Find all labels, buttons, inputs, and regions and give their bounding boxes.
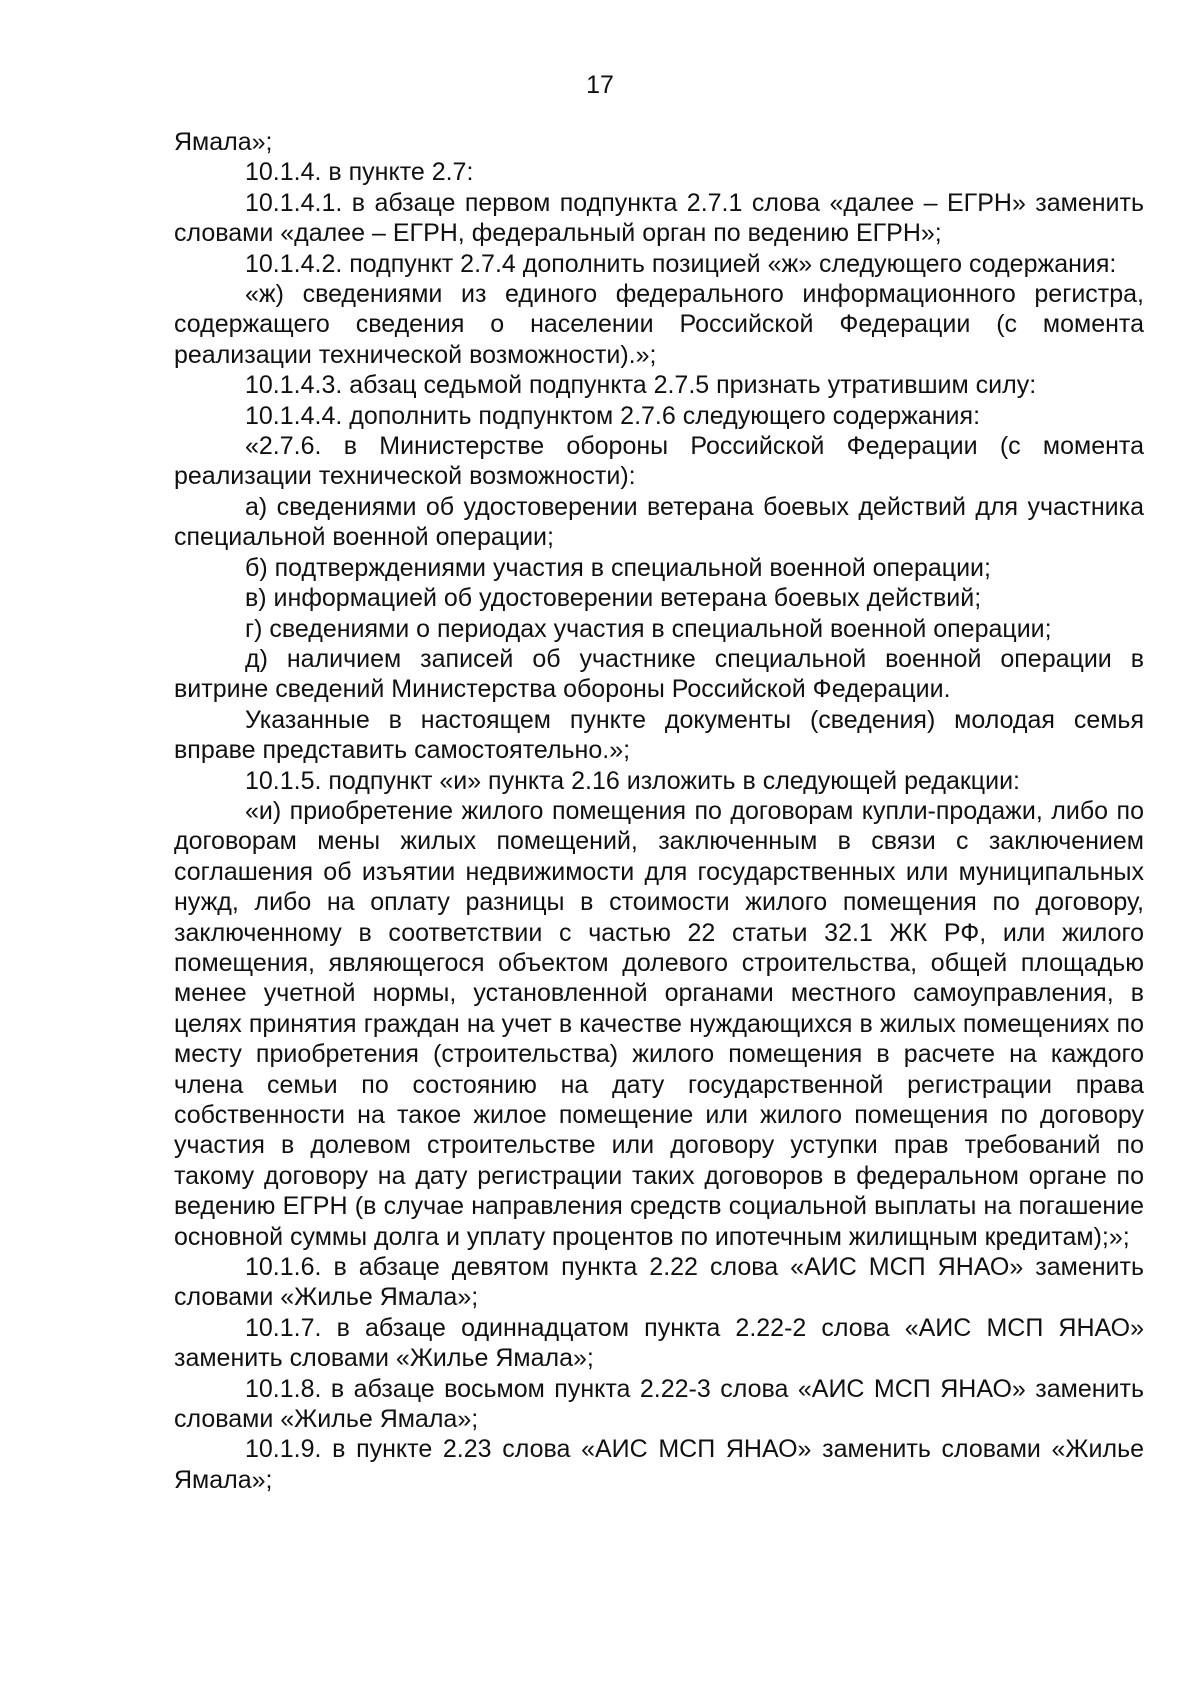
paragraph: в) информацией об удостоверении ветерана боевых действий; [245, 584, 982, 613]
paragraph: а) сведениями об удостоверении ветерана боевых действий для участника специальной военной операции; [174, 492, 1144, 552]
paragraph: 10.1.4.2. подпункт 2.7.4 дополнить позицией «ж» следующего содержания: [245, 249, 1117, 278]
paragraph: 10.1.7. в абзаце одиннадцатом пункта 2.22-2 слова «АИС МСП ЯНАО» заменить словами «Жилье Ямала»; [174, 1313, 1144, 1373]
paragraph: 10.1.8. в абзаце восьмом пункта 2.22-3 слова «АИС МСП ЯНАО» заменить словами «Жилье Ямала»; [174, 1374, 1144, 1434]
paragraph: Указанные в настоящем пункте документы (сведения) молодая семья вправе представить самостоятельно.»; [174, 705, 1144, 765]
page-number: 17 [586, 71, 614, 99]
paragraph: 10.1.4.3. абзац седьмой подпункта 2.7.5 признать утратившим силу: [245, 371, 1037, 400]
paragraph: г) сведениями о периодах участия в специальной военной операции; [245, 614, 1052, 643]
paragraph: 10.1.6. в абзаце девятом пункта 2.22 слова «АИС МСП ЯНАО» заменить словами «Жилье Ямала»; [174, 1253, 1144, 1312]
paragraph: д) наличием записей об участнике специальной военной операции в витрине сведений Министерства обороны Российской Федерации. [174, 644, 1144, 704]
paragraph: 10.1.4.1. в абзаце первом подпункта 2.7.1 слова «далее – ЕГРН» заменить словами «далее – ЕГРН, федеральный орган по ведению ЕГРН»; [174, 188, 1144, 248]
paragraph: «ж) сведениями из единого федерального информационного регистра, содержащего сведения о населении Российской Федерации (с момента реализации технической возможности).»; [174, 280, 1144, 369]
paragraph: Ямала»; [174, 128, 273, 156]
document-body [174, 127, 1144, 1495]
paragraph: 10.1.4. в пункте 2.7: [245, 158, 474, 187]
paragraph: б) подтверждениями участия в специальной военной операции; [245, 553, 991, 582]
paragraph: 10.1.9. в пункте 2.23 слова «АИС МСП ЯНАО» заменить словами «Жилье Ямала»; [174, 1435, 1144, 1494]
paragraph: 10.1.4.4. дополнить подпунктом 2.7.6 следующего содержания: [245, 401, 981, 430]
paragraph: «и) приобретение жилого помещения по договорам купли-продажи, либо по договорам мены жилых помещений, заключенным в связи с заключением соглашения об изъятии недвижимости для государственных или муниципальных нужд, либо на оплату разницы в стоимости жилого помещения по договору, заключенному в соответствии с частью 22 статьи 32.1 ЖК РФ, или жилого помещения, являющегося объектом долевого строительства, общей площадью менее учетной нормы, установленной органами местного самоуправления, в целях принятия граждан на учет в качестве нуждающихся в жилых помещениях по месту приобретения (строительства) жилого помещения в расчете на каждого члена семьи по состоянию на дату государственной регистрации права собственности на такое жилое помещение или жилого помещения по договору участия в долевом строительстве или договору уступки прав требований по такому договору на дату регистрации таких договоров в федеральном органе по ведению ЕГРН (в случае направления средств социальной выплаты на погашение основной суммы долга и уплату процентов по ипотечным жилищным кредитам);»; [174, 796, 1144, 1251]
paragraph: «2.7.6. в Министерстве обороны Российской Федерации (с момента реализации технической возможности): [174, 432, 1144, 491]
paragraph: 10.1.5. подпункт «и» пункта 2.16 изложить в следующей редакции: [245, 766, 1020, 795]
